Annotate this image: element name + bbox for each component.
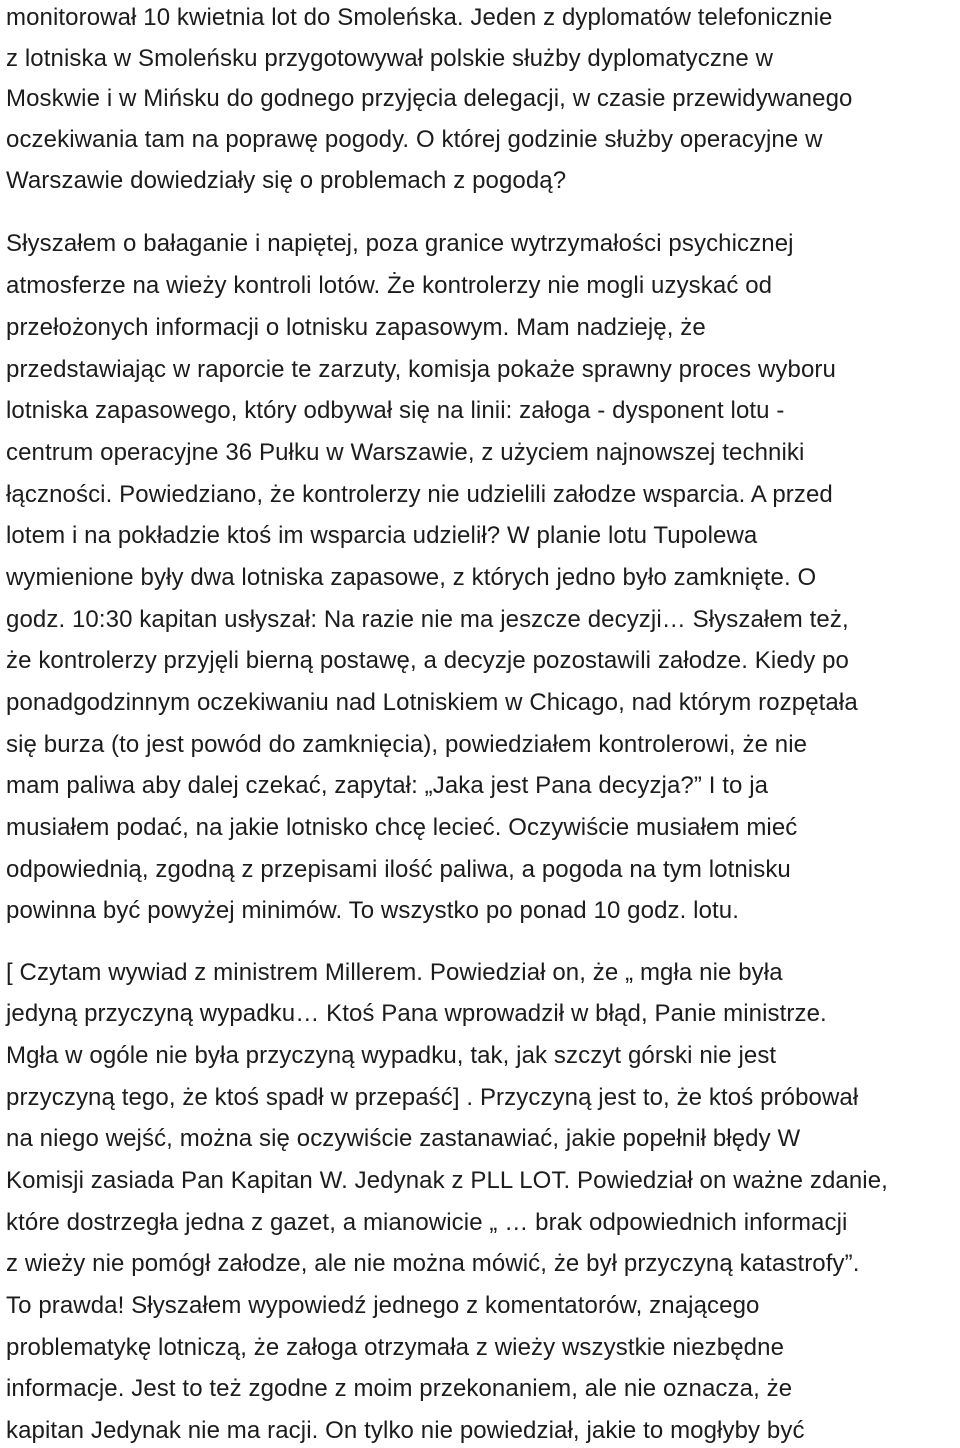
text-line: na niego wejść, można się oczywiście zastanawiać, jakie popełnił błędy W	[6, 1125, 801, 1152]
text-line: Moskwie i w Mińsku do godnego przyjęcia delegacji, w czasie przewidywanego	[6, 85, 853, 112]
text-line: łączności. Powiedziano, że kontrolerzy nie udzielili załodze wsparcia. A przed	[6, 481, 833, 508]
text-line: powinna być powyżej minimów. To wszystko po ponad 10 godz. lotu.	[6, 897, 740, 924]
text-line: Słyszałem o bałaganie i napiętej, poza granice wytrzymałości psychicznej	[6, 230, 794, 257]
text-line: To prawda! Słyszałem wypowiedź jednego z komentatorów, znającego	[6, 1292, 760, 1319]
text-line: centrum operacyjne 36 Pułku w Warszawie, z użyciem najnowszej techniki	[6, 439, 805, 466]
text-line: z lotniska w Smoleńsku przygotowywał polskie służby dyplomatyczne w	[6, 45, 774, 72]
text-line: oczekiwania tam na poprawę pogody. O której godzinie służby operacyjne w	[6, 126, 823, 153]
text-line: lotem i na pokładzie ktoś im wsparcia udzielił? W planie lotu Tupolewa	[6, 522, 758, 549]
text-line: Komisji zasiada Pan Kapitan W. Jedynak z PLL LOT. Powiedział on ważne zdanie,	[6, 1167, 888, 1194]
text-line: musiałem podać, na jakie lotnisko chcę lecieć. Oczywiście musiałem mieć	[6, 814, 798, 841]
text-line: jedyną przyczyną wypadku… Ktoś Pana wprowadził w błąd, Panie ministrze.	[6, 1000, 827, 1027]
text-line: odpowiednią, zgodną z przepisami ilość paliwa, a pogoda na tym lotnisku	[6, 856, 791, 883]
text-line: wymienione były dwa lotniska zapasowe, z których jedno było zamknięte. O	[6, 564, 817, 591]
text-line: z wieży nie pomógł załodze, ale nie można mówić, że był przyczyną katastrofy”.	[6, 1250, 860, 1277]
text-line: że kontrolerzy przyjęli bierną postawę, a decyzje pozostawili załodze. Kiedy po	[6, 647, 849, 674]
text-line: mam paliwa aby dalej czekać, zapytał: „Jaka jest Pana decyzja?” I to ja	[6, 772, 769, 799]
text-line: godz. 10:30 kapitan usłyszał: Na razie nie ma jeszcze decyzji… Słyszałem też,	[6, 606, 849, 633]
text-line: kapitan Jedynak nie ma racji. On tylko nie powiedział, jakie to mogłyby być	[6, 1417, 805, 1444]
text-line: ponadgodzinnym oczekiwaniu nad Lotniskiem w Chicago, nad którym rozpętała	[6, 689, 858, 716]
text-line: informacje. Jest to też zgodne z moim przekonaniem, ale nie oznacza, że	[6, 1375, 793, 1402]
text-line: przełożonych informacji o lotnisku zapasowym. Mam nadzieję, że	[6, 314, 706, 341]
text-line: przyczyną tego, że ktoś spadł w przepaść] . Przyczyną jest to, że ktoś próbował	[6, 1084, 859, 1111]
text-line: Mgła w ogóle nie była przyczyną wypadku, tak, jak szczyt górski nie jest	[6, 1042, 777, 1069]
text-line: monitorował 10 kwietnia lot do Smoleńska. Jeden z dyplomatów telefonicznie	[6, 4, 833, 31]
text-line: [ Czytam wywiad z ministrem Millerem. Powiedział on, że „ mgła nie była	[6, 959, 783, 986]
text-line: przedstawiając w raporcie te zarzuty, komisja pokaże sprawny proces wyboru	[6, 356, 836, 383]
text-line: lotniska zapasowego, który odbywał się na linii: załoga - dysponent lotu -	[6, 397, 785, 424]
text-line: się burza (to jest powód do zamknięcia), powiedziałem kontrolerowi, że nie	[6, 731, 808, 758]
text-line: Warszawie dowiedziały się o problemach z pogodą?	[6, 167, 567, 194]
text-line: które dostrzegła jedna z gazet, a mianowicie „ … brak odpowiednich informacji	[6, 1209, 848, 1236]
text-line: problematykę lotniczą, że załoga otrzymała z wieży wszystkie niezbędne	[6, 1334, 785, 1361]
text-line: atmosferze na wieży kontroli lotów. Że kontrolerzy nie mogli uzyskać od	[6, 272, 773, 299]
